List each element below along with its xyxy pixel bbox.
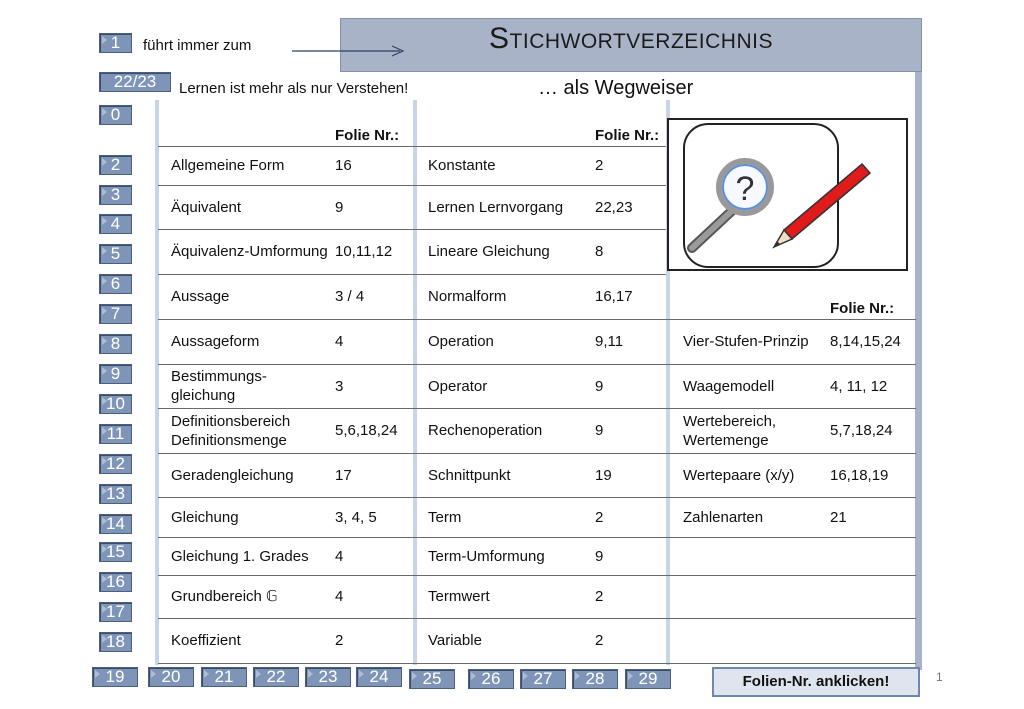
index-slide-number: 16,18,19 xyxy=(830,466,889,484)
nav-arrow-icon xyxy=(102,457,107,465)
index-term: Wertepaare (x/y) xyxy=(683,466,795,484)
nav-arrow-icon xyxy=(359,670,364,678)
index-term: Äquivalent xyxy=(171,198,242,216)
nav-button-22[interactable]: 22 xyxy=(253,667,299,687)
index-slide-number: 3 / 4 xyxy=(335,288,365,305)
index-term: Gleichung xyxy=(171,508,239,526)
index-slide-number: 5,6,18,24 xyxy=(335,422,398,439)
index-term: Vier-Stufen-Prinzip xyxy=(683,333,809,350)
index-slide-number: 5,7,18,24 xyxy=(830,422,893,439)
index-term: Aussageform xyxy=(171,333,260,350)
search-pencil-icon xyxy=(680,122,900,272)
index-slide-number: 4 xyxy=(335,547,344,565)
nav-arrow-icon xyxy=(102,277,107,285)
nav-arrow-icon xyxy=(204,670,209,678)
index-term: Operator xyxy=(428,377,488,395)
index-term: Normalform xyxy=(428,288,507,305)
index-slide-number: 8 xyxy=(595,243,604,260)
nav-button-8[interactable]: 8 xyxy=(99,334,132,354)
index-slide-number: 16,17 xyxy=(595,288,633,305)
nav-arrow-icon xyxy=(102,337,107,345)
index-term: Konstante xyxy=(428,157,496,174)
nav-arrow-icon xyxy=(102,247,107,255)
nav-button-3[interactable]: 3 xyxy=(99,185,132,205)
nav-button-11[interactable]: 11 xyxy=(99,424,132,444)
nav-arrow-icon xyxy=(102,427,107,435)
index-term: Geradengleichung xyxy=(171,466,294,484)
index-term: Äquivalenz-Umformung xyxy=(171,243,328,260)
index-term: Bestimmungs-gleichung xyxy=(171,368,267,404)
index-term: Koeffizient xyxy=(171,632,241,649)
index-term: Allgemeine Form xyxy=(171,157,285,174)
nav-arrow-icon xyxy=(102,517,107,525)
nav-button-1[interactable]: 0 xyxy=(99,105,132,125)
nav-arrow-icon xyxy=(575,672,580,680)
nav-arrow-icon xyxy=(308,670,313,678)
index-term: Lernen Lernvorgang xyxy=(428,198,564,216)
index-slide-number: 2 xyxy=(595,508,604,526)
nav-arrow-icon xyxy=(102,487,107,495)
index-term: Rechenoperation xyxy=(428,422,543,439)
nav-button-12[interactable]: 12 xyxy=(99,454,132,474)
index-term: Wertebereich, Wertemenge xyxy=(683,412,777,449)
nav-arrow-icon xyxy=(412,672,417,680)
col2-header: Folie Nr.: xyxy=(595,127,660,144)
col1-header: Folie Nr.: xyxy=(335,127,400,144)
index-term: Termwert xyxy=(428,588,490,605)
nav-button-25[interactable]: 25 xyxy=(409,669,455,689)
nav-button-28[interactable]: 28 xyxy=(572,669,618,689)
nav-button-14[interactable]: 14 xyxy=(99,514,132,534)
index-term: Grundbereich 𝔾 xyxy=(171,588,278,605)
current-slides-button[interactable]: 22/23 xyxy=(99,72,171,92)
nav-button-1[interactable]: 1 xyxy=(99,33,132,53)
question-mark: ? xyxy=(735,170,755,208)
nav-button-6[interactable]: 6 xyxy=(99,274,132,294)
nav-arrow-icon xyxy=(102,217,107,225)
nav-arrow-icon xyxy=(102,605,107,613)
index-slide-number: 17 xyxy=(335,466,352,484)
subtitle: … als Wegweiser xyxy=(538,77,694,99)
index-slide-number: 2 xyxy=(335,632,344,649)
nav-arrow-icon xyxy=(102,545,107,553)
nav-button-18[interactable]: 18 xyxy=(99,632,132,652)
index-slide-number: 9 xyxy=(595,377,604,395)
nav-button-4[interactable]: 4 xyxy=(99,214,132,234)
index-slide-number: 2 xyxy=(595,632,604,649)
index-slide-number: 4, 11, 12 xyxy=(830,377,888,395)
nav-button-16[interactable]: 16 xyxy=(99,572,132,592)
nav-arrow-icon xyxy=(102,575,107,583)
nav-button-2[interactable]: 2 xyxy=(99,155,132,175)
nav-button-9[interactable]: 9 xyxy=(99,364,132,384)
page-number: 1 xyxy=(936,670,943,684)
nav-arrow-icon xyxy=(102,307,107,315)
nav-button-17[interactable]: 17 xyxy=(99,602,132,622)
nav-button-7[interactable]: 7 xyxy=(99,304,132,324)
index-slide-number: 4 xyxy=(335,333,344,350)
row-divider xyxy=(158,663,916,664)
index-term: Term xyxy=(428,508,462,526)
click-slide-number-button[interactable]: Folien-Nr. anklicken! xyxy=(712,667,920,697)
arrow-right-icon xyxy=(290,40,410,58)
col3-header: Folie Nr.: xyxy=(830,300,895,317)
index-term: Term-Umformung xyxy=(428,547,545,565)
index-slide-number: 16 xyxy=(335,157,352,174)
index-term: Variable xyxy=(428,632,482,649)
index-slide-number: 8,14,15,24 xyxy=(830,333,901,350)
nav-button-26[interactable]: 26 xyxy=(468,669,514,689)
nav-arrow-icon xyxy=(102,397,107,405)
slogan: Lernen ist mehr als nur Verstehen! xyxy=(179,80,409,97)
right-band xyxy=(915,72,922,670)
nav-arrow-icon xyxy=(102,36,107,44)
nav-arrow-icon xyxy=(628,672,633,680)
index-term: Operation xyxy=(428,333,494,350)
nav-arrow-icon xyxy=(523,672,528,680)
nav-button-29[interactable]: 29 xyxy=(625,669,671,689)
nav-button-5[interactable]: 5 xyxy=(99,244,132,264)
index-slide-number: 21 xyxy=(830,508,847,526)
nav-button-21[interactable]: 21 xyxy=(201,667,247,687)
index-term: Waagemodell xyxy=(683,377,775,395)
nav-arrow-icon xyxy=(102,158,107,166)
nav-arrow-icon xyxy=(102,188,107,196)
index-term: Gleichung 1. Grades xyxy=(171,547,309,565)
nav-hint-text: führt immer zum xyxy=(143,37,252,54)
index-slide-number: 9 xyxy=(335,198,344,216)
index-slide-number: 9 xyxy=(595,422,604,439)
nav-button-19[interactable]: 19 xyxy=(92,667,138,687)
nav-button-13[interactable]: 13 xyxy=(99,484,132,504)
nav-arrow-icon xyxy=(95,670,100,678)
nav-arrow-icon xyxy=(102,635,107,643)
index-slide-number: 9,11 xyxy=(595,333,624,350)
index-term: Schnittpunkt xyxy=(428,466,511,484)
index-slide-number: 22,23 xyxy=(595,198,633,216)
index-term: Zahlenarten xyxy=(683,508,764,526)
nav-arrow-icon xyxy=(471,672,476,680)
index-slide-number: 19 xyxy=(595,466,612,484)
index-slide-number: 3 xyxy=(335,377,344,395)
index-slide-number: 2 xyxy=(595,157,604,174)
page-title: Stichwortverzeichnis xyxy=(489,22,773,55)
index-term: Lineare Gleichung xyxy=(428,243,550,260)
index-term: Definitionsbereich Definitionsmenge xyxy=(171,412,291,449)
nav-button-24[interactable]: 24 xyxy=(356,667,402,687)
index-slide-number: 2 xyxy=(595,588,604,605)
nav-arrow-icon xyxy=(256,670,261,678)
index-slide-number: 3, 4, 5 xyxy=(335,508,377,526)
index-slide-number: 10,11,12 xyxy=(335,243,393,260)
index-slide-number: 4 xyxy=(335,588,344,605)
nav-button-23[interactable]: 23 xyxy=(305,667,351,687)
nav-arrow-icon xyxy=(102,108,107,116)
nav-arrow-icon xyxy=(151,670,156,678)
nav-button-15[interactable]: 15 xyxy=(99,542,132,562)
index-slide-number: 9 xyxy=(595,547,604,565)
nav-button-27[interactable]: 27 xyxy=(520,669,566,689)
nav-arrow-icon xyxy=(102,367,107,375)
nav-button-20[interactable]: 20 xyxy=(148,667,194,687)
index-term: Aussage xyxy=(171,288,230,305)
nav-button-10[interactable]: 10 xyxy=(99,394,132,414)
